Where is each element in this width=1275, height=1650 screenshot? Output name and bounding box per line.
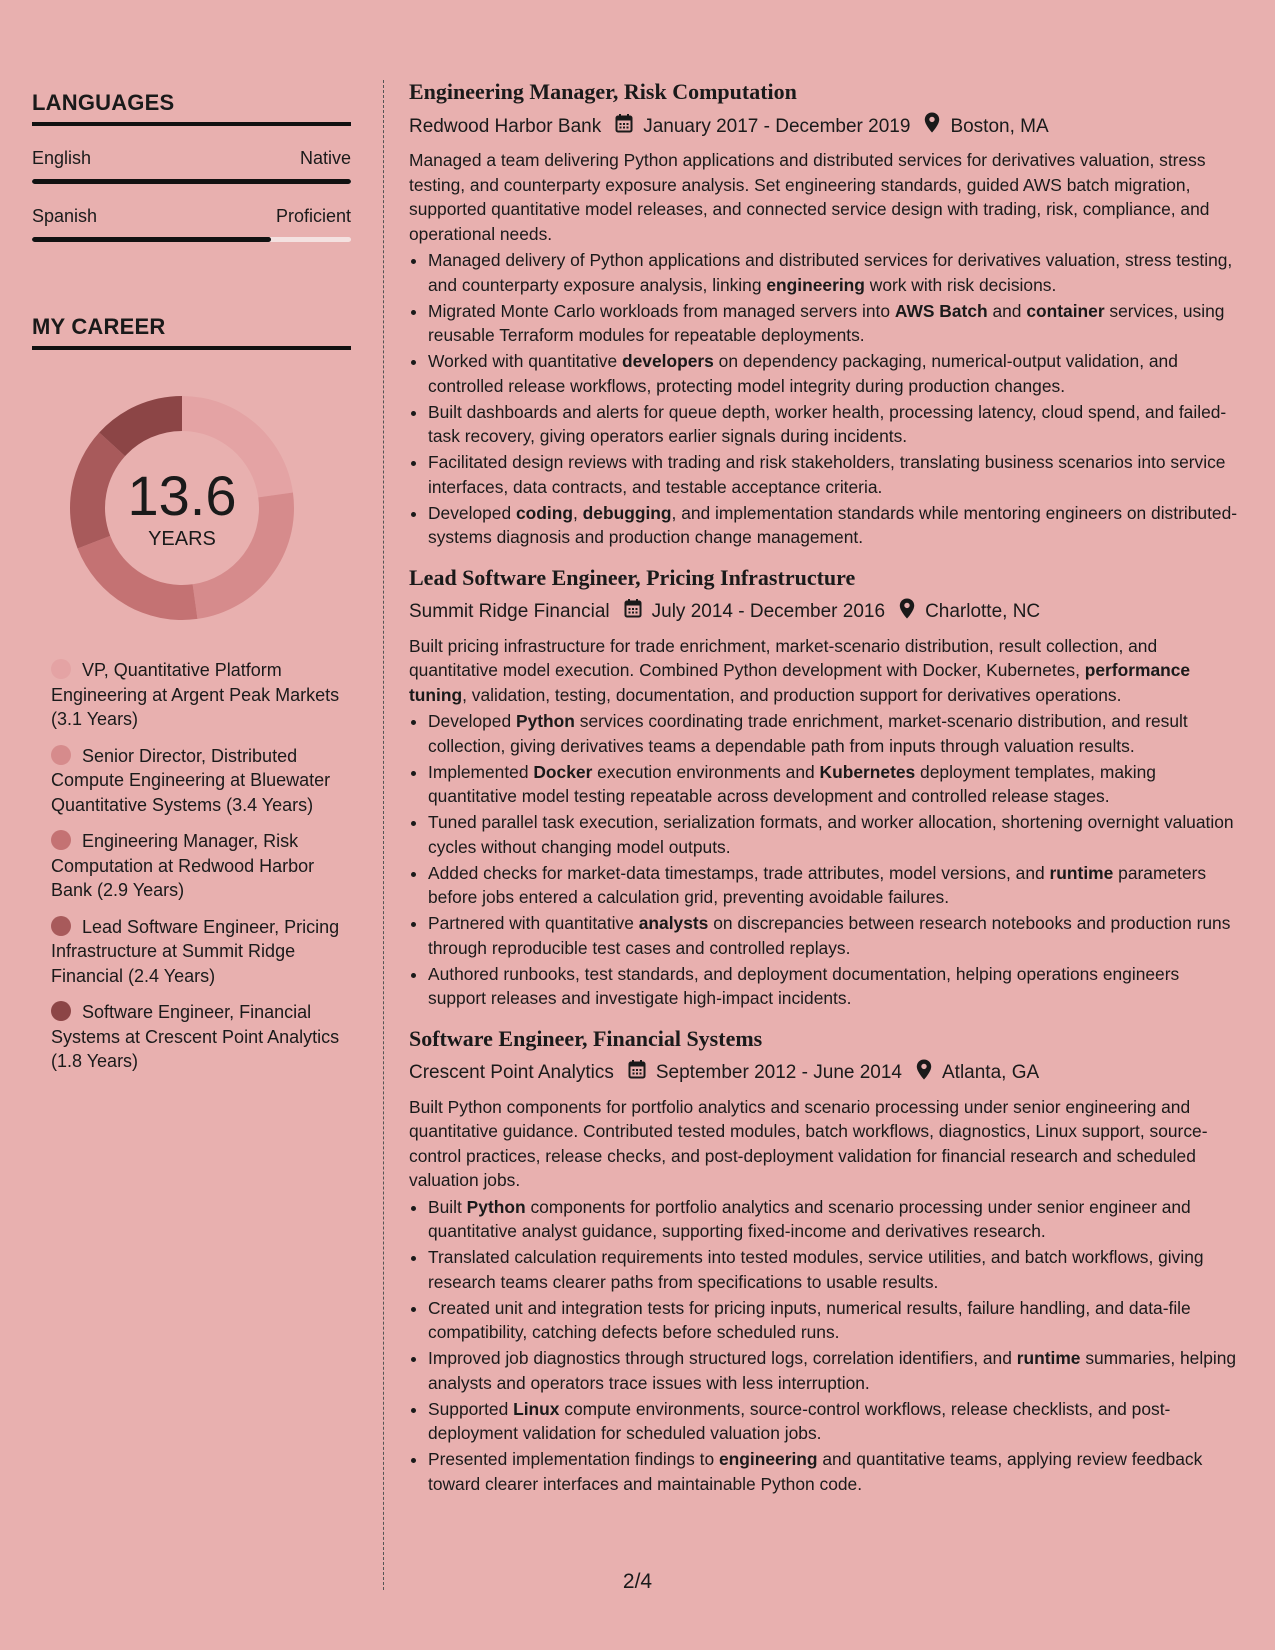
language-level: Native — [299, 148, 351, 168]
legend-dot — [51, 1001, 71, 1021]
experience-section — [409, 78, 1239, 1510]
career-heading: MY CAREER — [32, 314, 351, 350]
job-company: Redwood Harbor Bank — [409, 115, 602, 137]
job-bullet: • Built Python components for portfolio analytics and scenario processing under senior engineer and quantitative analyst guidance, supporting fixed-income and derivatives research. — [428, 1195, 1239, 1244]
job-description: Managed a team delivering Python applications and distributed services for derivatives valuation, stress testing, and counterparty exposure analysis. Set engineering standards, guided AWS batch migration, supported quantitative model releases, and connected service design with trading, risk, compliance, and operational needs. — [409, 150, 1210, 244]
job-entry — [409, 1025, 1239, 1497]
total-years-value: 13.6 — [127, 463, 237, 527]
language-item — [32, 206, 351, 242]
legend-label: Engineering Manager, Risk Computation at Redwood Harbor Bank (2.9 Years) — [51, 831, 315, 900]
legend-label: Software Engineer, Financial Systems at Crescent Point Analytics (1.8 Years) — [51, 1002, 340, 1071]
job-dates: January 2017 - December 2019 — [643, 115, 911, 137]
legend-label: VP, Quantitative Platform Engineering at Argent Peak Markets (3.1 Years) — [51, 660, 340, 729]
job-title: Software Engineer, Financial Systems — [409, 1025, 763, 1051]
language-proficiency-fill — [32, 237, 271, 242]
job-meta — [409, 598, 1239, 627]
total-years-unit: YEARS — [148, 527, 216, 550]
job-dates: July 2014 - December 2016 — [651, 601, 886, 622]
language-row — [32, 206, 351, 227]
languages-heading: LANGUAGES — [32, 90, 351, 126]
job-title: Engineering Manager, Risk Computation — [409, 79, 797, 104]
job-bullets — [409, 248, 1239, 550]
calendar-icon — [624, 598, 642, 626]
career-legend-item — [51, 1000, 351, 1074]
job-location: Boston, MA — [950, 115, 1049, 137]
job-bullet: • Improved job diagnostics through structured logs, correlation identifiers, and runtime summaries, helping analysts and operators trace issues with less interruption. — [428, 1346, 1239, 1395]
career-legend-item — [51, 915, 351, 989]
language-proficiency-fill — [32, 179, 351, 184]
job-bullet: • Partnered with quantitative analysts on discrepancies between research notebooks and production runs through reproducible test cases and controlled replays. — [428, 911, 1239, 960]
career-legend-item — [51, 658, 351, 732]
job-meta — [409, 112, 1239, 141]
job-bullet: • Facilitated design reviews with trading and risk stakeholders, translating business scenarios into service interfaces, data contracts, and testable acceptance criteria. — [428, 450, 1239, 499]
legend-dot — [51, 830, 71, 850]
legend-dot — [51, 916, 71, 936]
language-proficiency-bar — [32, 179, 351, 184]
map-pin-icon — [899, 598, 915, 627]
job-description: Built pricing infrastructure for trade enrichment, market-scenario distribution, result collection, and quantitative model execution. Combined Python development with Docker, Kubernetes, performance tuning, validation, testing, documentation, and production support for derivatives operations. — [409, 635, 1191, 705]
job-bullets — [409, 709, 1239, 1011]
job-bullet: • Added checks for market-data timestamps, trade attributes, model versions, and runtime parameters before jobs entered a calculation grid, preventing avoidable failures. — [428, 861, 1239, 910]
job-bullet: • Supported Linux compute environments, source-control workflows, release checklists, and post-deployment validation for scheduled valuation jobs. — [428, 1397, 1239, 1446]
job-bullet: • Built dashboards and alerts for queue depth, worker health, processing latency, cloud spend, and failed-task recovery, giving operators earlier signals during incidents. — [428, 400, 1239, 449]
language-row — [32, 148, 351, 169]
job-dates: September 2012 - June 2014 — [655, 1062, 902, 1083]
job-bullet: • Managed delivery of Python applications and distributed services for derivatives valuation, stress testing, and counterparty exposure analysis, linking engineering work with risk decisions. — [428, 248, 1239, 297]
career-legend-item — [51, 744, 351, 818]
job-bullet: • Authored runbooks, test standards, and deployment documentation, helping operations engineers support releases and investigate high-impact incidents. — [428, 962, 1239, 1011]
page-number: 2/4 — [622, 1570, 653, 1593]
job-entry — [409, 78, 1239, 550]
job-bullet: • Presented implementation findings to engineering and quantitative teams, applying review feedback toward clearer interfaces and maintainable Python code. — [428, 1447, 1239, 1496]
job-company: Crescent Point Analytics — [409, 1062, 614, 1083]
job-bullet: • Translated calculation requirements into tested modules, service utilities, and batch workflows, giving research teams clearer paths from specifications to usable results. — [428, 1245, 1239, 1294]
job-location: Atlanta, GA — [942, 1062, 1040, 1083]
job-location: Charlotte, NC — [925, 601, 1041, 622]
legend-dot — [51, 659, 71, 679]
map-pin-icon — [924, 112, 940, 141]
language-name: English — [32, 148, 92, 168]
job-entry — [409, 564, 1239, 1011]
calendar-icon — [615, 113, 633, 141]
job-bullets — [409, 1195, 1239, 1497]
language-level: Proficient — [275, 206, 351, 226]
job-bullet: • Migrated Monte Carlo workloads from managed servers into AWS Batch and container services, using reusable Terraform modules for repeatable deployments. — [428, 299, 1239, 348]
language-item — [32, 148, 351, 184]
job-bullet: • Developed coding, debugging, and implementation standards while mentoring engineers on distributed-systems diagnosis and production change management. — [428, 501, 1239, 550]
legend-label: Senior Director, Distributed Compute Engineering at Bluewater Quantitative Systems (3.4 Years) — [51, 745, 331, 815]
language-name: Spanish — [32, 206, 98, 226]
column-divider — [383, 80, 384, 1590]
map-pin-icon — [916, 1059, 932, 1088]
job-bullet: • Developed Python services coordinating trade enrichment, market-scenario distribution, and result collection, giving derivatives teams a dependable path from inputs through valuation results. — [428, 709, 1239, 758]
job-description: Built Python components for portfolio analytics and scenario processing under senior engineering and quantitative guidance. Contributed tested modules, batch workflows, diagnostics, Linux support, source-control practices, release checks, and post-deployment validation for financial research and scheduled valuation jobs. — [409, 1096, 1208, 1190]
legend-label: Lead Software Engineer, Pricing Infrastructure at Summit Ridge Financial (2.4 Years) — [51, 916, 340, 986]
career-legend — [51, 658, 351, 1074]
job-bullet: • Worked with quantitative developers on dependency packaging, numerical-output validation, and controlled release workflows, protecting model integrity during production changes. — [428, 349, 1239, 398]
job-company: Summit Ridge Financial — [409, 601, 610, 622]
donut-center — [62, 388, 302, 628]
job-bullet: • Tuned parallel task execution, serialization formats, and worker allocation, shortening overnight valuation cycles without changing model outputs. — [428, 810, 1239, 859]
sidebar — [32, 90, 351, 1086]
job-bullet: • Implemented Docker execution environments and Kubernetes deployment templates, making quantitative model testing repeatable across development and controlled release stages. — [428, 760, 1239, 809]
job-bullet: • Created unit and integration tests for pricing inputs, numerical results, failure handling, and data-file compatibility, catching defects before scheduled runs. — [428, 1296, 1239, 1345]
career-donut-chart — [62, 388, 302, 628]
career-legend-item — [51, 829, 351, 903]
job-title: Lead Software Engineer, Pricing Infrastructure — [409, 564, 856, 590]
job-meta — [409, 1059, 1239, 1088]
language-proficiency-bar — [32, 237, 351, 242]
legend-dot — [51, 745, 71, 765]
languages-list — [32, 148, 351, 242]
calendar-icon — [628, 1059, 646, 1087]
